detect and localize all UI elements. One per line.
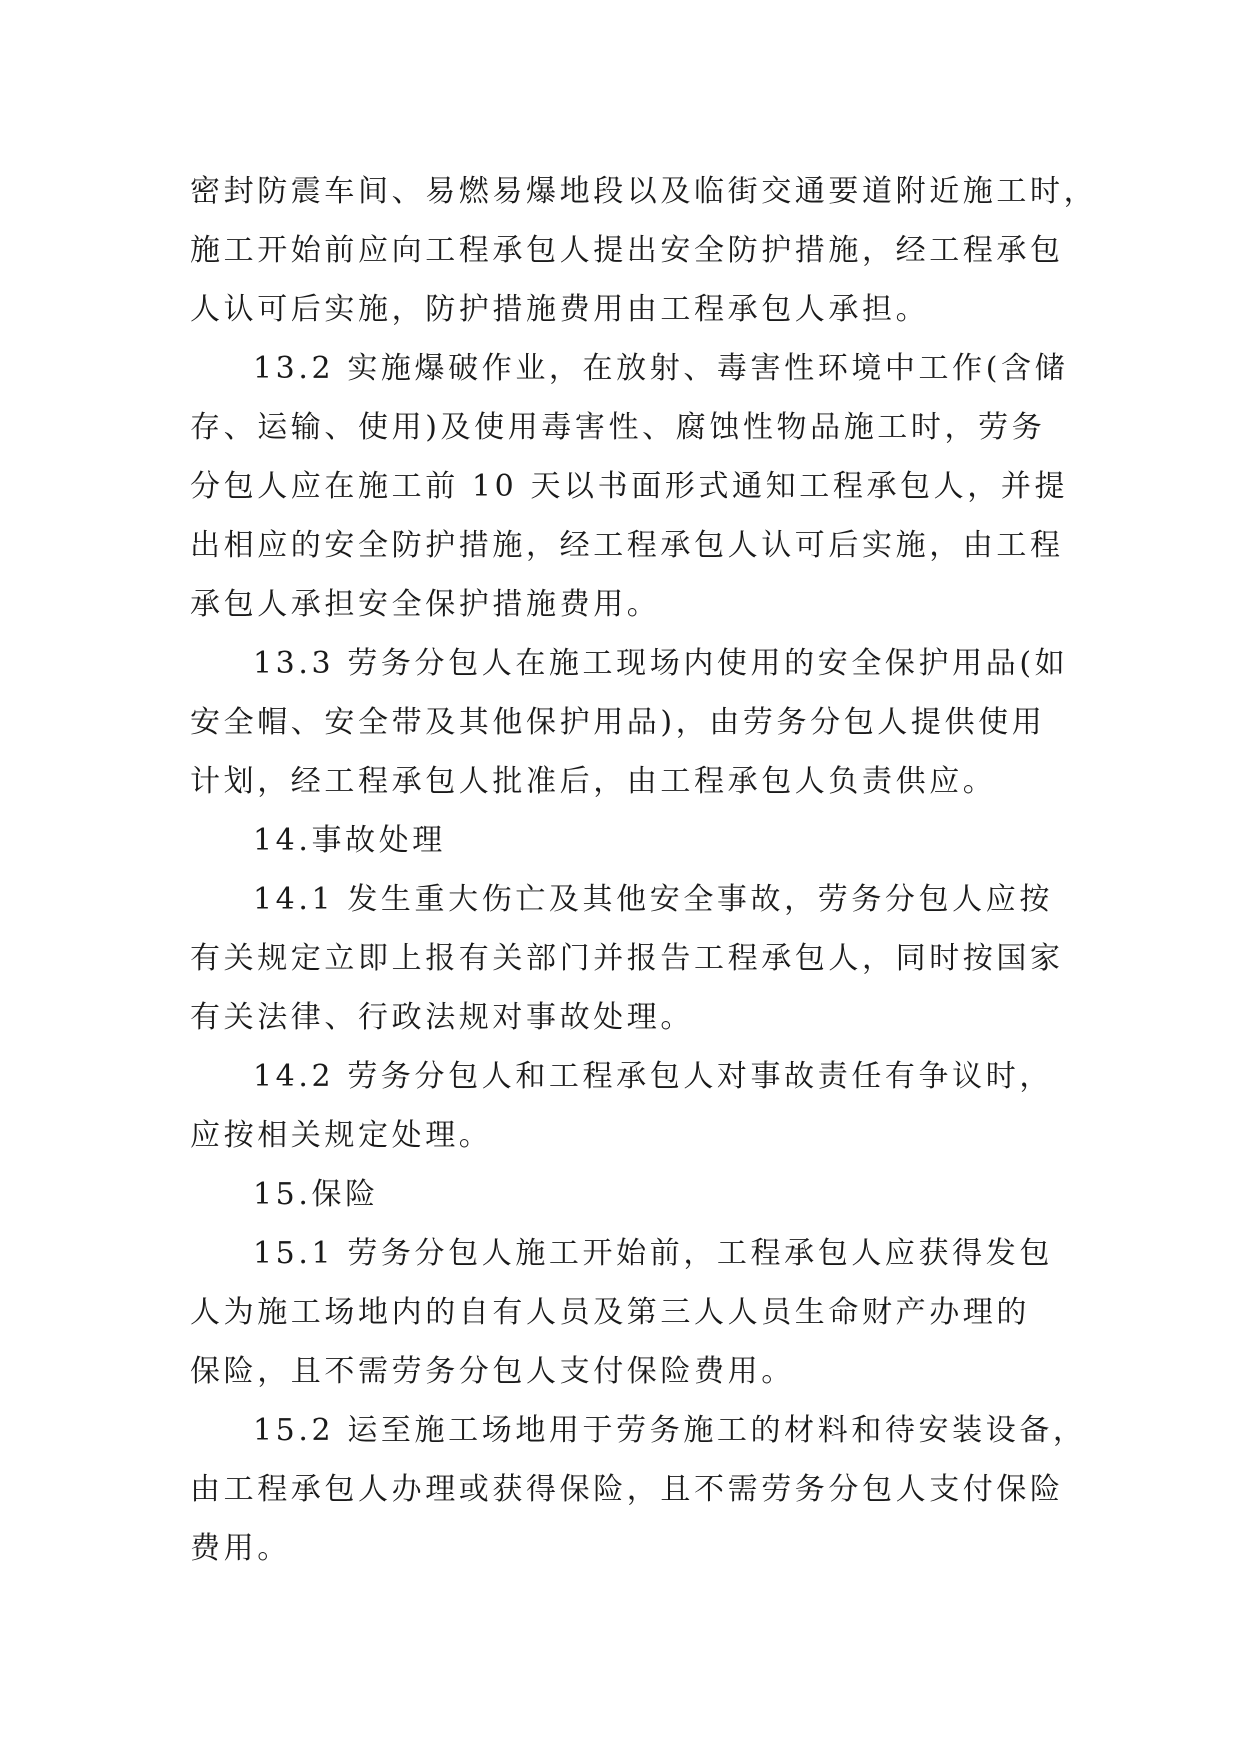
text-line: 保险，且不需劳务分包人支付保险费用。 <box>190 1354 795 1389</box>
text-line: 有关规定立即上报有关部门并报告工程承包人，同时按国家 <box>190 941 1064 976</box>
clause-15-1-start: 15.1 劳务分包人施工开始前，工程承包人应获得发包 <box>253 1236 1053 1271</box>
text-line: 由工程承包人办理或获得保险，且不需劳务分包人支付保险 <box>190 1472 1064 1507</box>
text-line: 有关法律、行政法规对事故处理。 <box>190 1000 694 1035</box>
text-line: 计划，经工程承包人批准后，由工程承包人负责供应。 <box>190 764 997 799</box>
text-line: 出相应的安全防护措施，经工程承包人认可后实施，由工程 <box>190 528 1064 563</box>
clause-14-2-start: 14.2 劳务分包人和工程承包人对事故责任有争议时， <box>253 1059 1053 1094</box>
text-line: 人为施工场地内的自有人员及第三人人员生命财产办理的 <box>190 1295 1030 1330</box>
text-line: 分包人应在施工前 10 天以书面形式通知工程承包人，并提 <box>190 469 1069 504</box>
text-line: 应按相关规定处理。 <box>190 1118 493 1153</box>
clause-13-2-start: 13.2 实施爆破作业，在放射、毒害性环境中工作(含储 <box>253 351 1069 386</box>
text-line: 施工开始前应向工程承包人提出安全防护措施，经工程承包 <box>190 233 1064 268</box>
clause-13-3-start: 13.3 劳务分包人在施工现场内使用的安全保护用品(如 <box>253 646 1069 681</box>
text-line: 安全帽、安全带及其他保护用品)，由劳务分包人提供使用 <box>190 705 1046 740</box>
document-body <box>190 162 1098 1578</box>
text-line: 费用。 <box>190 1531 291 1566</box>
section-heading-14: 14.事故处理 <box>253 823 446 858</box>
text-line: 密封防震车间、易燃易爆地段以及临街交通要道附近施工时， <box>190 174 1098 209</box>
text-line: 存、运输、使用)及使用毒害性、腐蚀性物品施工时，劳务 <box>190 410 1046 445</box>
clause-15-2-start: 15.2 运至施工场地用于劳务施工的材料和待安装设备， <box>253 1413 1087 1448</box>
text-line: 人认可后实施，防护措施费用由工程承包人承担。 <box>190 292 930 327</box>
text-line: 承包人承担安全保护措施费用。 <box>190 587 661 622</box>
clause-14-1-start: 14.1 发生重大伤亡及其他安全事故，劳务分包人应按 <box>253 882 1053 917</box>
section-heading-15: 15.保险 <box>253 1177 379 1212</box>
